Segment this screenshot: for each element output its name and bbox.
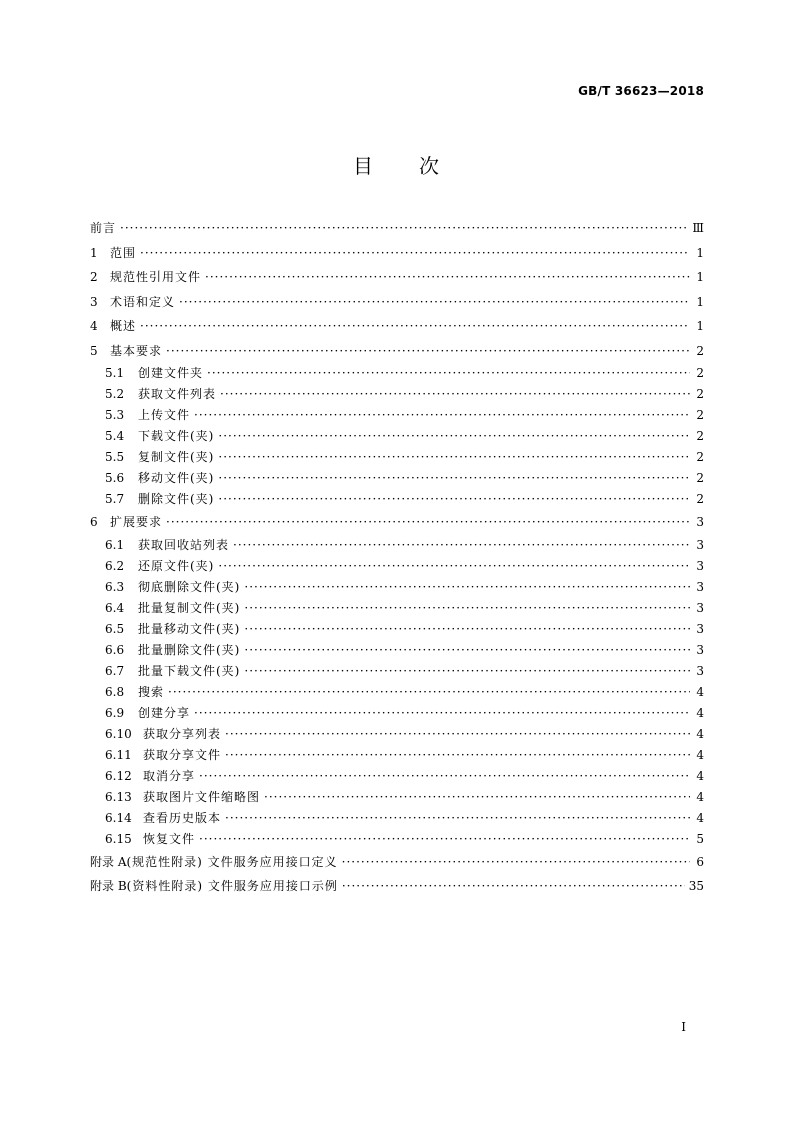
- toc-entry[interactable]: [90, 405, 704, 426]
- toc-leader-dots: [194, 405, 690, 426]
- toc-entry-number: 3: [90, 294, 98, 309]
- toc-entry-number: 6.1: [105, 537, 125, 552]
- toc-entry-page: 4: [696, 705, 704, 720]
- toc-entry-page: 2: [696, 492, 704, 506]
- toc-entry-label: 创建分享: [138, 705, 191, 720]
- toc-entry-page: 2: [696, 471, 704, 485]
- toc-entry[interactable]: [90, 447, 704, 468]
- toc-entry-page: 2: [696, 408, 704, 422]
- toc-entry[interactable]: [90, 535, 704, 556]
- toc-entry-number: 5.5: [105, 450, 125, 464]
- toc-entry-label: (规范性附录) 文件服务应用接口定义: [126, 854, 338, 869]
- toc-leader-dots: [207, 363, 690, 384]
- toc-leader-dots: [194, 703, 690, 724]
- toc-entry[interactable]: [90, 339, 704, 364]
- toc-entry-number: 5.3: [105, 408, 125, 422]
- toc-entry[interactable]: [90, 290, 704, 315]
- title-char-2: 次: [419, 154, 441, 178]
- toc-entry[interactable]: [90, 510, 704, 535]
- toc-entry[interactable]: [90, 598, 704, 619]
- toc-leader-dots: [264, 787, 690, 808]
- toc-leader-dots: [140, 241, 690, 266]
- toc-entry[interactable]: [90, 640, 704, 661]
- toc-entry-label: 取消分享: [143, 768, 196, 783]
- toc-entry-number: 6.11: [105, 747, 132, 762]
- toc-entry-label: 批量删除文件(夹): [138, 642, 241, 657]
- toc-entry-label: 基本要求: [110, 343, 163, 358]
- toc-entry-page: 2: [696, 429, 704, 443]
- toc-leader-dots: [342, 850, 690, 875]
- toc-leader-dots: [218, 447, 690, 468]
- toc-entry-label: 获取文件列表: [138, 387, 217, 401]
- toc-entry-number: 6.9: [105, 705, 125, 720]
- toc-entry-label: 查看历史版本: [143, 810, 222, 825]
- toc-leader-dots: [220, 384, 690, 405]
- toc-entry-page: 1: [696, 319, 704, 333]
- toc-entry-label: 获取图片文件缩略图: [143, 789, 261, 804]
- toc-entry[interactable]: [90, 829, 704, 850]
- toc-entry-number: 6.14: [105, 810, 132, 825]
- toc-entry-number: 6.6: [105, 642, 125, 657]
- toc-entry[interactable]: [90, 703, 704, 724]
- toc-leader-dots: [225, 724, 690, 745]
- toc-entry-page: 2: [696, 366, 704, 380]
- toc-entry-page: 3: [696, 621, 704, 636]
- toc-leader-dots: [179, 290, 690, 315]
- toc-entry-page: 35: [688, 879, 704, 893]
- toc-entry-label: 批量移动文件(夹): [138, 621, 241, 636]
- toc-entry-label: 还原文件(夹): [138, 558, 215, 573]
- toc-entry[interactable]: [90, 468, 704, 489]
- toc-entry-page: 3: [696, 642, 704, 657]
- toc-entry[interactable]: [90, 489, 704, 510]
- toc-entry-page: Ⅲ: [692, 221, 704, 235]
- toc-entry[interactable]: [90, 850, 704, 875]
- toc-entry-label: 概述: [110, 319, 137, 333]
- toc-entry[interactable]: [90, 787, 704, 808]
- title-char-1: 目: [353, 154, 375, 178]
- table-of-contents: [90, 216, 704, 899]
- toc-entry-number: 2: [90, 270, 98, 284]
- toc-entry-number: 6.5: [105, 621, 125, 636]
- toc-leader-dots: [233, 535, 690, 556]
- toc-leader-dots: [140, 314, 690, 339]
- toc-entry-page: 4: [696, 684, 704, 699]
- toc-entry[interactable]: [90, 724, 704, 745]
- toc-entry-number: 5.1: [105, 366, 125, 380]
- toc-leader-dots: [244, 619, 690, 640]
- toc-leader-dots: [218, 489, 690, 510]
- toc-entry-label: 范围: [110, 245, 137, 260]
- toc-leader-dots: [244, 640, 690, 661]
- toc-entry[interactable]: [90, 682, 704, 703]
- toc-entry[interactable]: [90, 314, 704, 339]
- toc-entry-number: 5.2: [105, 387, 125, 401]
- toc-entry-label: 批量下载文件(夹): [138, 663, 241, 678]
- toc-leader-dots: [199, 829, 690, 850]
- toc-entry-page: 4: [696, 726, 704, 741]
- toc-entry-number: 5.6: [105, 471, 125, 485]
- toc-entry-number: 6.7: [105, 663, 125, 678]
- toc-entry-number: 5.4: [105, 429, 125, 443]
- toc-entry[interactable]: [90, 265, 704, 290]
- toc-entry[interactable]: [90, 661, 704, 682]
- toc-entry-page: 3: [696, 558, 704, 573]
- toc-leader-dots: [120, 216, 688, 241]
- page-number: I: [681, 1020, 686, 1034]
- toc-entry-page: 3: [696, 600, 704, 615]
- toc-leader-dots: [199, 766, 690, 787]
- toc-entry[interactable]: [90, 577, 704, 598]
- toc-entry-number: 1: [90, 245, 98, 260]
- toc-entry-label: 规范性引用文件: [110, 270, 202, 284]
- toc-entry-number: 6.3: [105, 579, 125, 594]
- toc-entry-number: 5.7: [105, 492, 125, 506]
- toc-entry-page: 1: [696, 245, 704, 260]
- toc-entry-page: 1: [696, 270, 704, 284]
- toc-entry-page: 1: [696, 294, 704, 309]
- toc-entry-page: 4: [696, 768, 704, 783]
- toc-entry-number: 6.10: [105, 726, 132, 741]
- toc-entry-label: (资料性附录) 文件服务应用接口示例: [126, 879, 338, 893]
- toc-entry-page: 6: [696, 854, 704, 869]
- toc-entry-label: 下载文件(夹): [138, 429, 215, 443]
- toc-leader-dots: [342, 874, 685, 899]
- toc-entry[interactable]: [90, 874, 704, 899]
- toc-entry-label: 获取分享文件: [143, 747, 222, 762]
- toc-entry[interactable]: [90, 766, 704, 787]
- toc-entry-number: 6.2: [105, 558, 125, 573]
- toc-entry-page: 2: [696, 450, 704, 464]
- toc-leader-dots: [218, 468, 690, 489]
- toc-entry[interactable]: [90, 241, 704, 266]
- toc-entry[interactable]: [90, 619, 704, 640]
- toc-entry[interactable]: [90, 745, 704, 766]
- toc-leader-dots: [218, 426, 690, 447]
- toc-entry-page: 5: [696, 831, 704, 846]
- toc-entry-page: 3: [696, 537, 704, 552]
- toc-entry-label: 上传文件: [138, 408, 191, 422]
- toc-entry-page: 3: [696, 579, 704, 594]
- toc-entry-label: 获取回收站列表: [138, 537, 230, 552]
- toc-entry-label: 复制文件(夹): [138, 450, 215, 464]
- toc-entry-number: 6.15: [105, 831, 132, 846]
- toc-entry-number: 6.8: [105, 684, 125, 699]
- toc-entry-label: 彻底删除文件(夹): [138, 579, 241, 594]
- toc-entry[interactable]: [90, 556, 704, 577]
- toc-leader-dots: [166, 339, 690, 364]
- toc-entry[interactable]: [90, 216, 704, 241]
- toc-entry[interactable]: [90, 426, 704, 447]
- toc-entry-number: 附录 B: [90, 879, 127, 893]
- toc-leader-dots: [244, 661, 690, 682]
- toc-leader-dots: [244, 577, 690, 598]
- toc-entry-label: 批量复制文件(夹): [138, 600, 241, 615]
- toc-entry-page: 2: [696, 387, 704, 401]
- toc-entry-number: 6: [90, 515, 98, 529]
- toc-entry[interactable]: [90, 363, 704, 384]
- toc-entry-page: 4: [696, 810, 704, 825]
- toc-entry-label: 扩展要求: [110, 515, 163, 529]
- toc-entry-label: 创建文件夹: [138, 366, 204, 380]
- toc-entry-page: 3: [696, 663, 704, 678]
- toc-entry-label: 删除文件(夹): [138, 492, 215, 506]
- toc-entry-page: 3: [696, 515, 704, 529]
- page-title: [0, 150, 794, 179]
- toc-entry-page: 2: [696, 343, 704, 358]
- toc-leader-dots: [168, 682, 690, 703]
- toc-entry-number: 6.12: [105, 768, 132, 783]
- toc-entry-number: 4: [90, 319, 98, 333]
- toc-entry[interactable]: [90, 808, 704, 829]
- toc-leader-dots: [244, 598, 690, 619]
- toc-entry-label: 术语和定义: [110, 294, 176, 309]
- toc-leader-dots: [218, 556, 690, 577]
- toc-entry-page: 4: [696, 747, 704, 762]
- toc-entry-number: 附录 A: [90, 854, 127, 869]
- toc-leader-dots: [205, 265, 690, 290]
- toc-entry-label: 前言: [90, 221, 117, 235]
- toc-entry-label: 搜索: [138, 684, 165, 699]
- toc-leader-dots: [225, 745, 690, 766]
- toc-entry-number: 6.4: [105, 600, 125, 615]
- toc-entry-label: 获取分享列表: [143, 726, 222, 741]
- toc-entry-label: 恢复文件: [143, 831, 196, 846]
- standard-code: GB/T 36623—2018: [578, 84, 704, 98]
- toc-entry-number: 5: [90, 343, 98, 358]
- toc-entry[interactable]: [90, 384, 704, 405]
- toc-leader-dots: [225, 808, 690, 829]
- toc-leader-dots: [166, 510, 690, 535]
- toc-entry-page: 4: [696, 789, 704, 804]
- toc-entry-label: 移动文件(夹): [138, 471, 215, 485]
- toc-entry-number: 6.13: [105, 789, 132, 804]
